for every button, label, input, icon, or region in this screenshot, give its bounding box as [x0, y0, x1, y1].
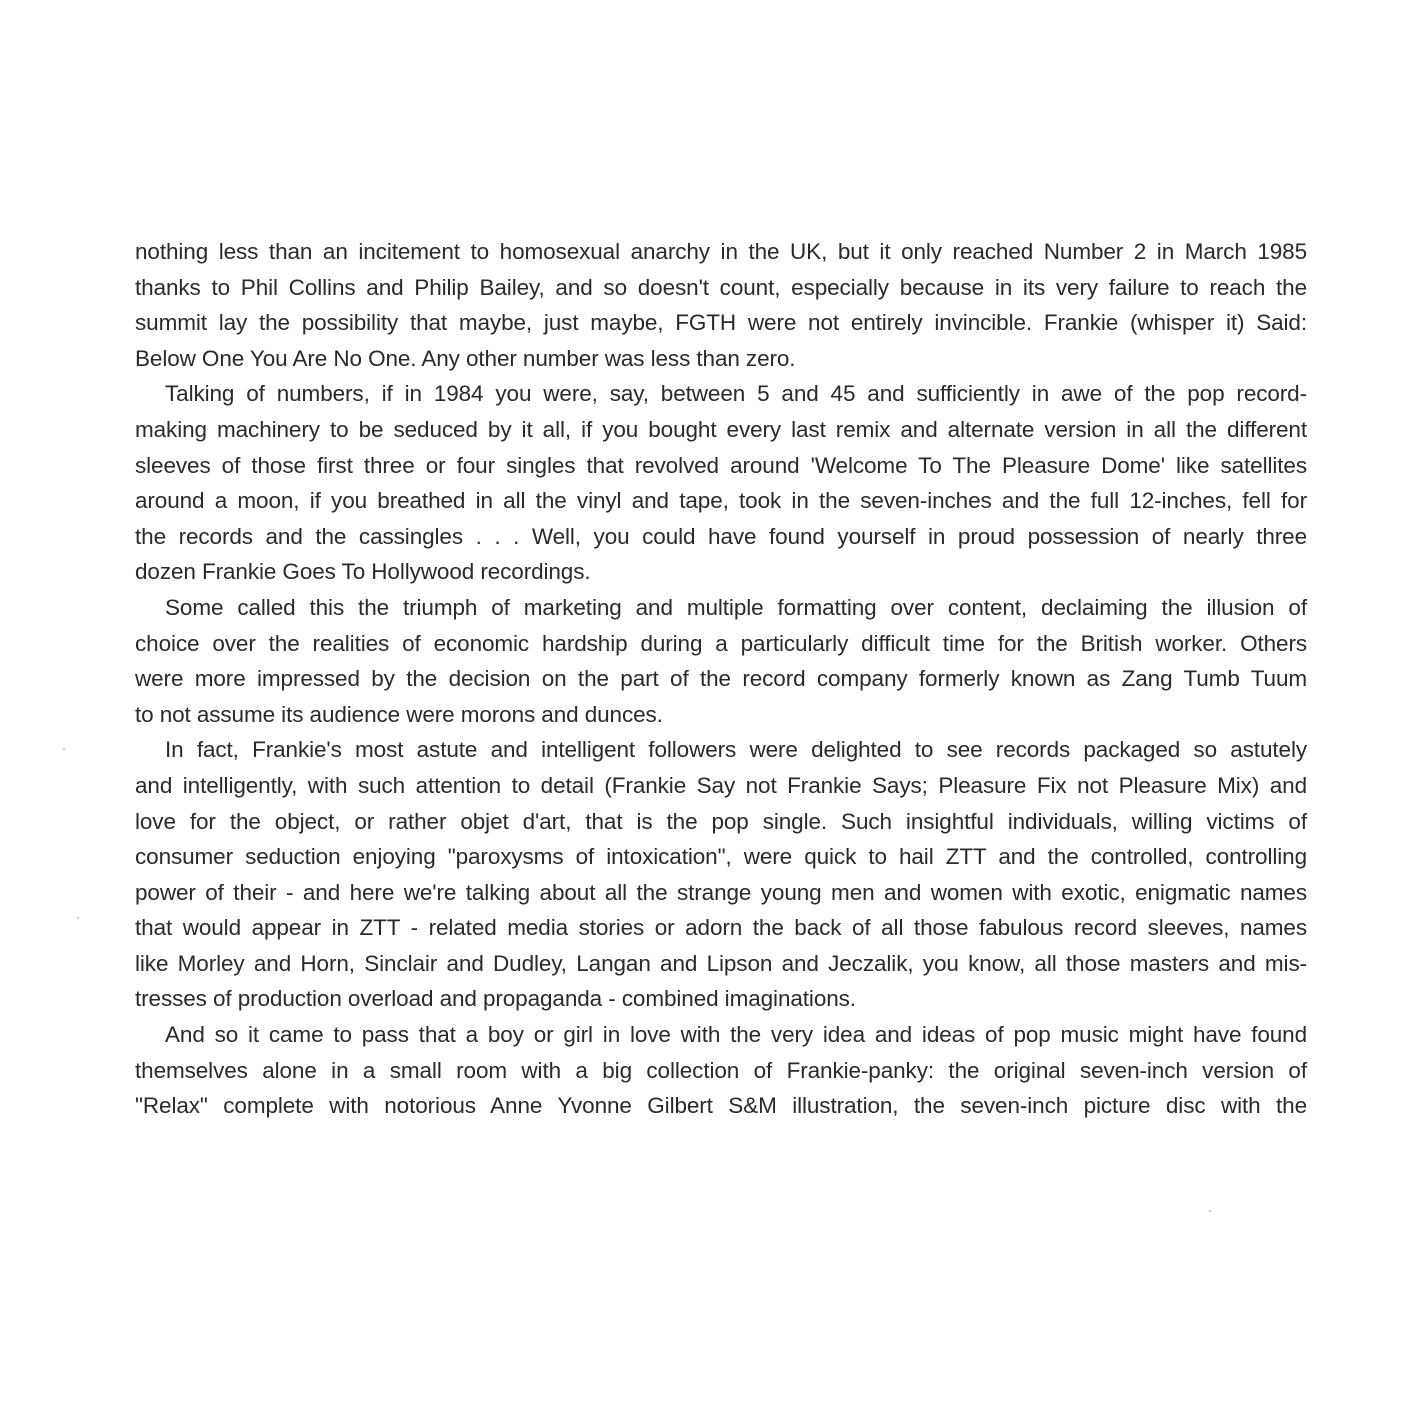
scan-speck: [1209, 1210, 1211, 1212]
scan-speck: [63, 748, 65, 750]
text-line: nothing less than an incitement to homosexual anarchy in the UK, but it only reached Number 2 in March 1985: [135, 239, 1307, 264]
text-line: were more impressed by the decision on the part of the record company formerly known as Zang Tumb Tuum: [135, 666, 1307, 692]
text-line: consumer seduction enjoying "paroxysms of intoxication", were quick to hail ZTT and the controlled, controlling: [135, 844, 1307, 870]
text-line: themselves alone in a small room with a big collection of Frankie-panky: the original seven-inch version of: [135, 1057, 1307, 1083]
text-line: tresses of production overload and propaganda - combined imaginations.: [135, 986, 856, 1012]
text-line: like Morley and Horn, Sinclair and Dudley, Langan and Lipson and Jeczalik, you know, all those masters and mis-: [135, 950, 1307, 976]
text-line: Some called this the triumph of marketing and multiple formatting over content, declaiming the illusion of: [165, 594, 1307, 620]
text-line: that would appear in ZTT - related media stories or adorn the back of all those fabulous record sleeves, names: [135, 915, 1307, 941]
text-line: sleeves of those first three or four singles that revolved around 'Welcome To The Pleasure Dome' like satellites: [135, 452, 1307, 478]
text-line: and intelligently, with such attention to detail (Frankie Say not Frankie Says; Pleasure Fix not Pleasure Mix) and: [135, 772, 1307, 798]
text-line: around a moon, if you breathed in all the vinyl and tape, took in the seven-inches and the full 12-inches, fell for: [135, 488, 1307, 514]
scan-speck: [77, 917, 79, 919]
text-line: In fact, Frankie's most astute and intelligent followers were delighted to see records packaged so astutely: [165, 737, 1307, 763]
text-line: the records and the cassingles . . . Well, you could have found yourself in proud possession of nearly three: [135, 523, 1307, 549]
text-line: to not assume its audience were morons and dunces.: [135, 701, 663, 727]
text-line: power of their - and here we're talking about all the strange young men and women with exotic, enigmatic names: [135, 879, 1307, 905]
text-line: "Relax" complete with notorious Anne Yvonne Gilbert S&M illustration, the seven-inch picture disc with the: [135, 1093, 1307, 1119]
text-line: Talking of numbers, if in 1984 you were, say, between 5 and 45 and sufficiently in awe of the pop record-: [165, 381, 1307, 407]
text-line: summit lay the possibility that maybe, just maybe, FGTH were not entirely invincible. Frankie (whisper it) Said:: [135, 310, 1307, 336]
text-line: love for the object, or rather objet d'art, that is the pop single. Such insightful individuals, willing victims of: [135, 808, 1307, 834]
body-text: [135, 234, 1307, 1124]
text-line: Below One You Are No One. Any other number was less than zero.: [135, 345, 796, 371]
text-line: dozen Frankie Goes To Hollywood recordings.: [135, 559, 591, 585]
text-line: thanks to Phil Collins and Philip Bailey, and so doesn't count, especially because in its very failure to reach the: [135, 274, 1307, 300]
text-line: And so it came to pass that a boy or girl in love with the very idea and ideas of pop music might have found: [165, 1022, 1307, 1048]
text-line: making machinery to be seduced by it all, if you bought every last remix and alternate version in all the different: [135, 416, 1307, 442]
text-line: choice over the realities of economic hardship during a particularly difficult time for the British worker. Others: [135, 630, 1307, 656]
